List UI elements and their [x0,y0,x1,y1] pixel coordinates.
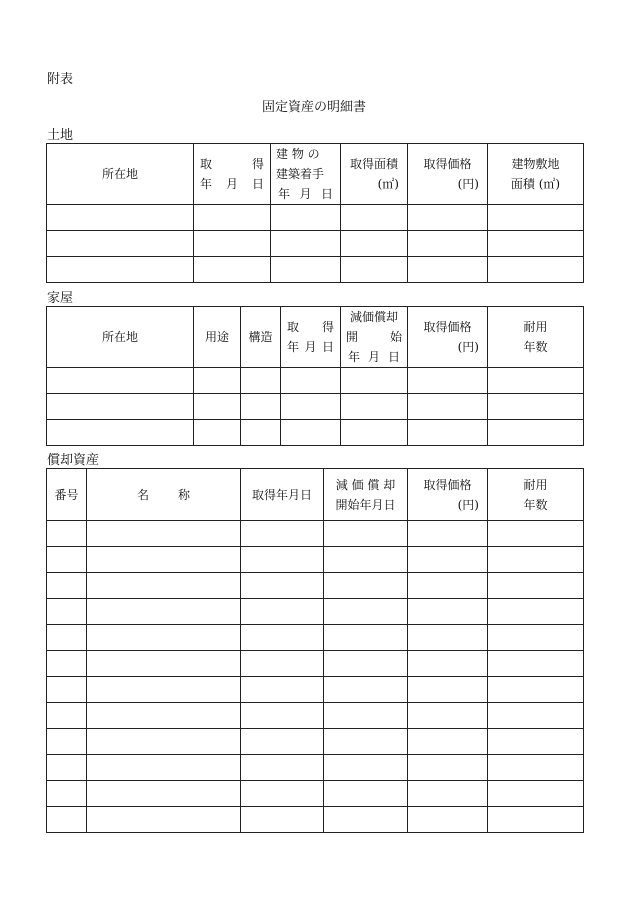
building-acq-char-1: 取 [287,320,300,334]
depreciable-price-label: 取得価格 [423,477,472,492]
depreciable-cell[interactable] [408,729,488,755]
depreciable-header-number: 番号 [47,469,87,521]
building-acq-day: 日 [321,340,334,354]
depreciable-cell[interactable] [87,547,241,573]
depreciable-cell[interactable] [87,781,241,807]
land-cell[interactable] [408,257,488,283]
table-row [47,807,584,833]
building-header-use: 用途 [194,307,241,368]
depreciable-cell[interactable] [241,755,324,781]
depreciable-cell[interactable] [488,573,584,599]
depreciable-cell[interactable] [408,651,488,677]
land-acq-char-1: 取 [200,157,213,171]
depreciable-cell[interactable] [47,599,87,625]
land-cell[interactable] [47,231,194,257]
building-header-price [408,307,488,368]
land-cell[interactable] [408,231,488,257]
table-row [47,599,584,625]
depreciable-cell[interactable] [47,703,87,729]
depreciable-cell[interactable] [241,573,324,599]
depreciable-cell[interactable] [324,651,408,677]
building-header-location: 所在地 [47,307,194,368]
depreciable-cell[interactable] [87,807,241,833]
depreciable-cell[interactable] [324,755,408,781]
depreciable-cell[interactable] [87,625,241,651]
land-cell[interactable] [194,205,271,231]
depreciable-cell[interactable] [87,573,241,599]
building-life-line2: 年数 [523,340,548,354]
land-acq-year: 年 [200,177,213,191]
building-cell[interactable] [488,394,584,420]
depreciable-dep-line1: 減 価 償 却 [335,477,396,492]
building-cell[interactable] [241,368,281,394]
land-area-label: 取得面積 [349,157,398,171]
building-cell[interactable] [341,420,408,446]
depreciable-cell[interactable] [324,521,408,547]
depreciable-cell[interactable] [87,729,241,755]
building-cell[interactable] [488,368,584,394]
land-cell[interactable] [271,231,341,257]
building-cell[interactable] [194,368,241,394]
depreciable-cell[interactable] [408,807,488,833]
land-bldg-day: 日 [320,187,333,201]
building-cell[interactable] [194,394,241,420]
land-cell[interactable] [271,205,341,231]
depreciable-cell[interactable] [488,781,584,807]
depreciable-cell[interactable] [408,677,488,703]
building-dep-day: 日 [387,350,400,364]
land-price-unit: (円) [457,177,479,191]
depreciable-cell[interactable] [488,521,584,547]
depreciable-name-char-2: 称 [177,487,190,502]
building-acq-year: 年 [287,340,300,354]
depreciable-cell[interactable] [241,547,324,573]
depreciable-cell[interactable] [488,807,584,833]
depreciable-cell[interactable] [324,573,408,599]
depreciable-cell[interactable] [241,729,324,755]
building-table [46,306,584,446]
depreciable-cell[interactable] [324,703,408,729]
depreciable-cell[interactable] [324,781,408,807]
building-cell[interactable] [47,368,194,394]
land-cell[interactable] [194,231,271,257]
depreciable-cell[interactable] [408,573,488,599]
depreciable-cell[interactable] [488,729,584,755]
table-row [47,257,584,283]
land-cell[interactable] [271,257,341,283]
building-cell[interactable] [341,394,408,420]
land-header-price [408,144,488,205]
land-cell[interactable] [341,231,408,257]
depreciable-section-label: 償却資産 [47,453,100,468]
depreciable-cell[interactable] [47,755,87,781]
depreciable-cell[interactable] [408,599,488,625]
land-acq-char-2: 得 [251,157,264,171]
depreciable-cell[interactable] [87,703,241,729]
depreciable-cell[interactable] [47,547,87,573]
depreciable-cell[interactable] [408,781,488,807]
land-cell[interactable] [47,205,194,231]
building-cell[interactable] [341,368,408,394]
depreciable-cell[interactable] [488,547,584,573]
depreciable-cell[interactable] [488,625,584,651]
land-header-construction-start [271,144,341,205]
building-header-row [47,307,584,368]
table-row [47,677,584,703]
depreciable-header-row [47,469,584,521]
building-dep-char-1: 開 [346,330,359,344]
table-row [47,755,584,781]
land-bldg-line1: 建 物 の [276,147,320,161]
building-price-unit: (円) [457,340,479,354]
table-row [47,205,584,231]
depreciable-cell[interactable] [241,599,324,625]
depreciable-header-name [87,469,241,521]
depreciable-cell[interactable] [47,651,87,677]
building-header-acquisition-date [281,307,341,368]
land-cell[interactable] [408,205,488,231]
depreciable-header-acquisition-date: 取得年月日 [241,469,324,521]
table-row [47,729,584,755]
depreciable-cell[interactable] [241,703,324,729]
building-cell[interactable] [241,394,281,420]
building-header-structure: 構造 [241,307,281,368]
land-header-acquisition-date [194,144,271,205]
building-cell[interactable] [281,394,341,420]
table-row [47,368,584,394]
depreciable-price-unit: (円) [457,497,479,512]
table-row [47,394,584,420]
land-header-row [47,144,584,205]
land-cell[interactable] [47,257,194,283]
building-cell[interactable] [408,368,488,394]
depreciable-cell[interactable] [324,625,408,651]
land-cell[interactable] [194,257,271,283]
table-row [47,547,584,573]
depreciable-cell[interactable] [408,755,488,781]
appendix-label: 附表 [47,72,74,87]
depreciable-cell[interactable] [47,677,87,703]
land-cell[interactable] [488,231,584,257]
depreciable-cell[interactable] [47,781,87,807]
depreciable-cell[interactable] [408,547,488,573]
building-dep-char-2: 始 [389,330,402,344]
land-bldg-month: 月 [299,187,312,201]
depreciable-cell[interactable] [488,651,584,677]
land-cell[interactable] [341,257,408,283]
building-price-label: 取得価格 [423,320,472,334]
building-acq-char-2: 得 [321,320,334,334]
depreciable-cell[interactable] [324,547,408,573]
depreciable-cell[interactable] [488,677,584,703]
building-dep-month: 月 [367,350,380,364]
table-row [47,651,584,677]
depreciable-name-char-1: 名 [137,487,150,502]
building-cell[interactable] [47,394,194,420]
depreciable-cell[interactable] [488,599,584,625]
land-site-unit: 面積 (㎡) [510,177,561,191]
land-bldg-line2: 建築着手 [276,167,325,181]
building-header-depreciation-start [341,307,408,368]
depreciable-cell[interactable] [87,755,241,781]
building-section-label: 家屋 [47,291,74,306]
depreciable-cell[interactable] [241,677,324,703]
land-section-label: 土地 [47,128,74,143]
table-row [47,703,584,729]
depreciable-header-depreciation-start [324,469,408,521]
land-bldg-year: 年 [278,187,291,201]
depreciable-cell[interactable] [408,521,488,547]
depreciable-cell[interactable] [241,521,324,547]
land-table [46,143,584,283]
depreciable-header-price [408,469,488,521]
depreciable-cell[interactable] [241,781,324,807]
depreciable-cell[interactable] [324,807,408,833]
building-cell[interactable] [194,420,241,446]
table-row [47,625,584,651]
land-header-area [341,144,408,205]
building-acq-month: 月 [304,340,317,354]
land-area-unit: (㎡) [377,177,399,191]
depreciable-cell[interactable] [408,625,488,651]
depreciable-cell[interactable] [324,729,408,755]
depreciable-cell[interactable] [408,703,488,729]
depreciable-cell[interactable] [241,625,324,651]
depreciable-header-useful-life [488,469,584,521]
land-site-label: 建物敷地 [511,157,560,171]
depreciable-life-line1: 耐用 [523,477,548,492]
building-cell[interactable] [281,368,341,394]
depreciable-cell[interactable] [241,807,324,833]
depreciable-cell[interactable] [47,625,87,651]
building-cell[interactable] [281,420,341,446]
land-header-location: 所在地 [47,144,194,205]
land-acq-day: 日 [251,177,264,191]
depreciable-cell[interactable] [488,755,584,781]
building-dep-year: 年 [348,350,361,364]
building-cell[interactable] [241,420,281,446]
table-row [47,420,584,446]
depreciable-life-line2: 年数 [523,497,548,512]
land-cell[interactable] [488,205,584,231]
depreciable-table [46,468,584,833]
table-row [47,573,584,599]
building-life-line1: 耐用 [523,320,548,334]
building-header-useful-life [488,307,584,368]
document-title: 固定資産の明細書 [262,100,367,115]
building-cell[interactable] [408,420,488,446]
building-cell[interactable] [488,420,584,446]
depreciable-cell[interactable] [87,677,241,703]
land-acq-month: 月 [225,177,238,191]
depreciable-cell[interactable] [488,703,584,729]
depreciable-cell[interactable] [47,807,87,833]
depreciable-cell[interactable] [47,573,87,599]
land-header-site-area [488,144,584,205]
depreciable-cell[interactable] [87,521,241,547]
depreciable-cell[interactable] [241,651,324,677]
table-row [47,521,584,547]
depreciable-cell[interactable] [324,677,408,703]
building-dep-line1: 減価償却 [349,310,398,324]
depreciable-cell[interactable] [47,729,87,755]
depreciable-dep-line2: 開始年月日 [335,497,396,512]
depreciable-cell[interactable] [87,651,241,677]
depreciable-cell[interactable] [324,599,408,625]
land-price-label: 取得価格 [423,157,472,171]
table-row [47,231,584,257]
land-cell[interactable] [488,257,584,283]
table-row [47,781,584,807]
land-cell[interactable] [341,205,408,231]
building-cell[interactable] [408,394,488,420]
building-cell[interactable] [47,420,194,446]
depreciable-cell[interactable] [87,599,241,625]
depreciable-cell[interactable] [47,521,87,547]
